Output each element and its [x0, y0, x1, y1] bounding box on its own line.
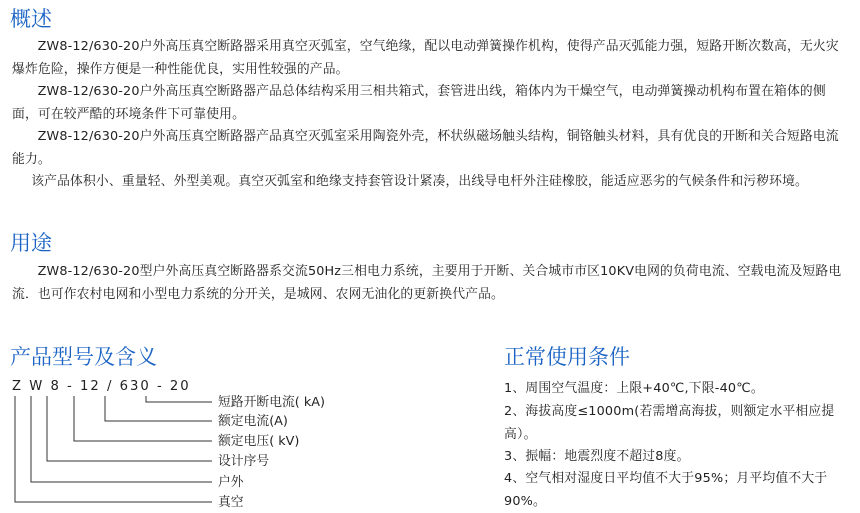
model-meaning-outdoor: 户外	[218, 475, 244, 490]
model-meaning-rated-current: 额定电流(A)	[218, 414, 288, 429]
leader-line-20	[146, 396, 212, 402]
model-meaning-rated-voltage: 额定电压( kV)	[218, 434, 300, 449]
condition-amplitude: 3、振幅：地震烈度不超过8度。	[504, 449, 690, 464]
model-code: Z W 8 - 12 / 630 - 20	[12, 379, 191, 394]
overview-paragraph-2: ZW8-12/630-20户外高压真空断路器产品总体结构采用三相共箱式，套管进出线，箱体内为干燥空气，电动弹簧操动机构布置在箱体的侧面，可在较严酷的环境条件下可靠使用。	[12, 84, 826, 122]
overview-paragraph-1: ZW8-12/630-20户外高压真空断路器采用真空灭弧室，空气绝缘，配以电动弹簧操作机构，使得产品灭弧能力强，短路开断次数高，无火灾爆炸危险，操作方便是一种性能优良，实用性较强的产品。	[12, 39, 839, 77]
model-heading: 产品型号及含义	[10, 345, 157, 369]
conditions-heading: 正常使用条件	[504, 345, 630, 369]
condition-temperature: 1、周围空气温度：上限+40℃,下限-40℃。	[504, 381, 764, 396]
model-meaning-vacuum: 真空	[218, 495, 244, 510]
usage-paragraph: ZW8-12/630-20型户外高压真空断路器系交流50Hz三相电力系统，主要用于开断、关合城市市区10KV电网的负荷电流、空载电流及短路电流．也可作农村电网和小型电力系统的分开关，是城网、农网无油化的更新换代产品。	[12, 264, 842, 302]
overview-paragraph-4: 该产品体积小、重量轻、外型美观。真空灭弧室和绝缘支持套管设计紧凑，出线导电杆外注硅橡胶，能适应恶劣的气候条件和污秽环境。	[31, 174, 808, 189]
leader-line-8	[47, 396, 212, 461]
overview-heading: 概述	[10, 7, 52, 31]
model-meaning-design-serial: 设计序号	[218, 454, 270, 469]
model-meaning-breaking-current: 短路开断电流( kA)	[218, 395, 325, 410]
usage-heading: 用途	[10, 231, 52, 255]
overview-paragraph-3: ZW8-12/630-20户外高压真空断路器产品真空灭弧室采用陶瓷外壳，杯状纵磁场触头结构，铜铬触头材料，具有优良的开断和关合短路电流能力。	[12, 129, 839, 167]
condition-humidity: 4、空气相对湿度日平均值不大于95%；月平均值不大于90%。	[504, 471, 828, 509]
leader-line-630	[105, 396, 212, 421]
leader-line-Z	[15, 396, 212, 502]
leader-line-12	[74, 396, 212, 441]
leader-line-W	[31, 396, 212, 482]
condition-altitude: 2、海拔高度≤1000m(若需增高海拔，则额定水平相应提高）。	[504, 404, 835, 442]
